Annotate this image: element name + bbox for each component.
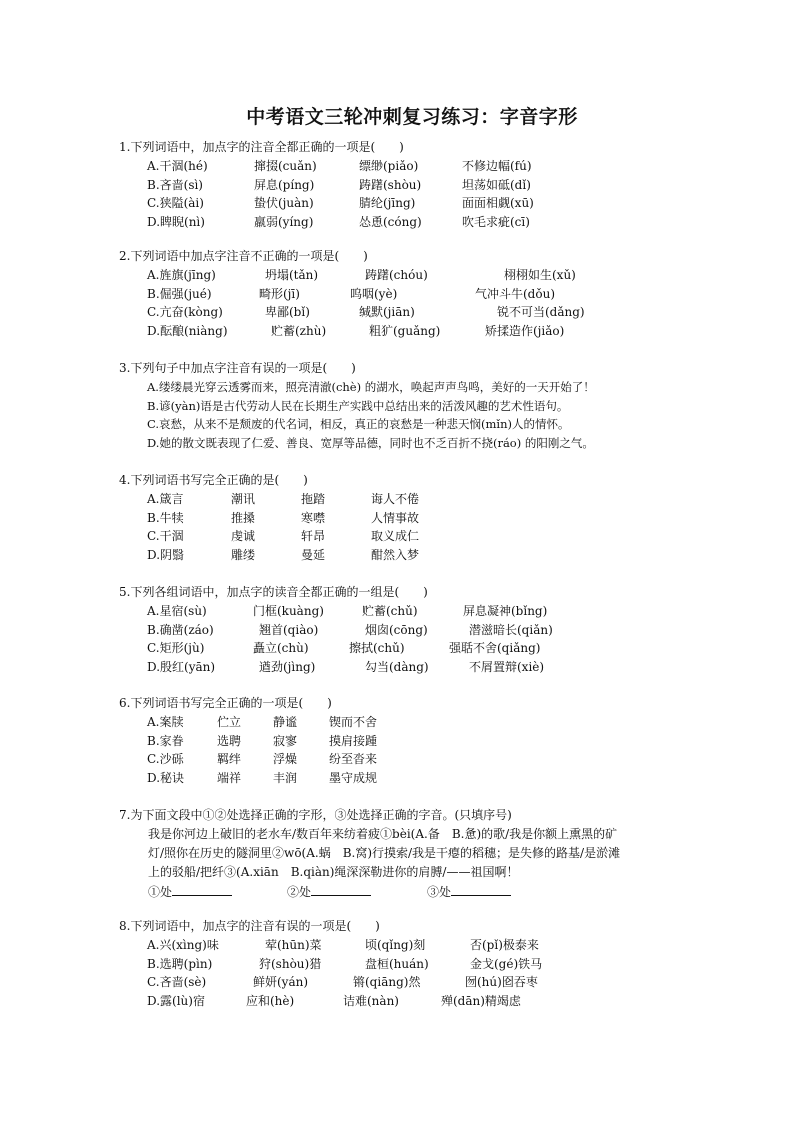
option-row bbox=[119, 546, 719, 565]
option-cell: 寒噤 bbox=[301, 510, 326, 525]
option-cell: 锐不可当(dǎng) bbox=[497, 305, 585, 319]
option-cell: 锲而不舍 bbox=[329, 715, 378, 729]
option-cell: 潮讯 bbox=[231, 492, 256, 506]
option-cell: 不屑置辩(xiè) bbox=[469, 659, 545, 674]
option-sentence: D.她的散文既表现了仁爱、善良、宽厚等品德，同时也不乏百折不挠(ráo) 的阳刚之气。 bbox=[147, 435, 594, 450]
option-cell: 丰润 bbox=[273, 770, 298, 785]
option-cell: 静谧 bbox=[273, 715, 298, 729]
option-row bbox=[119, 639, 719, 658]
blank-underline bbox=[172, 882, 232, 896]
option-cell: A.案牍 bbox=[147, 715, 184, 729]
option-cell: 强聒不舍(qiǎng) bbox=[449, 641, 541, 655]
option-cell: A.旌旗(jīng) bbox=[147, 268, 216, 282]
option-cell: 鲜妍(yán) bbox=[253, 975, 309, 989]
option-cell: 贮蓄(chǔ) bbox=[362, 604, 418, 618]
question-5 bbox=[119, 583, 719, 676]
option-cell: 轩昂 bbox=[301, 529, 326, 543]
question-stem: 3.下列句子中加点字注音有误的一项是( ) bbox=[119, 361, 356, 375]
option-row bbox=[119, 194, 719, 213]
option-cell: 墨守成规 bbox=[329, 770, 378, 785]
option-cell: 粗犷(guǎng) bbox=[369, 323, 441, 338]
option-cell: 烟囱(cōng) bbox=[365, 622, 428, 637]
option-cell: C.矩形(jù) bbox=[147, 641, 205, 655]
blank-label: ②处 bbox=[287, 885, 312, 899]
option-cell: C.吝啬(sè) bbox=[147, 975, 207, 989]
blank-label: ①处 bbox=[148, 885, 173, 899]
option-cell: 呜咽(yè) bbox=[350, 286, 398, 301]
option-cell: 撺掇(cuǎn) bbox=[254, 159, 317, 173]
option-cell: D.酝酿(niàng) bbox=[147, 323, 228, 338]
option-cell: 屏息(píng) bbox=[254, 177, 315, 192]
option-cell: C.干涸 bbox=[147, 529, 184, 543]
option-cell: 酣然入梦 bbox=[371, 547, 420, 562]
question-6 bbox=[119, 694, 719, 787]
option-row bbox=[119, 955, 719, 974]
option-cell: B.牛犊 bbox=[147, 510, 184, 525]
option-cell: 雕缕 bbox=[231, 547, 256, 562]
option-cell: 羸弱(yíng) bbox=[254, 214, 314, 229]
option-cell: 矗立(chù) bbox=[253, 641, 309, 655]
blank-underline bbox=[451, 882, 511, 896]
option-row bbox=[119, 490, 719, 509]
option-cell: 矫揉造作(jiǎo) bbox=[485, 323, 565, 338]
option-cell: 虔诚 bbox=[231, 529, 256, 543]
option-cell: 栩栩如生(xǔ) bbox=[504, 268, 576, 282]
option-row bbox=[119, 285, 719, 304]
option-cell: 不修边幅(fú) bbox=[462, 159, 532, 173]
option-cell: 畸形(jī) bbox=[259, 286, 300, 301]
option-row bbox=[119, 769, 719, 788]
option-cell: 气冲斗牛(dǒu) bbox=[475, 286, 555, 301]
option-cell: C.沙砾 bbox=[147, 752, 184, 766]
passage-line: 我是你河边上破旧的老水车/数百年来纺着疲①bèi(A.备 B.惫)的歌/我是你额上熏黑的矿 bbox=[148, 827, 618, 841]
option-cell: 门框(kuàng) bbox=[253, 604, 324, 618]
option-cell: 诲人不倦 bbox=[371, 492, 420, 506]
option-cell: 纷至沓来 bbox=[329, 752, 378, 766]
option-sentence: B.谚(yàn)语是古代劳动人民在长期生产实践中总结出来的活泼风趣的艺术性语句。 bbox=[147, 398, 569, 413]
blank-label: ③处 bbox=[427, 885, 452, 899]
question-stem: 1.下列词语中，加点字的注音全都正确的一项是( ) bbox=[119, 140, 404, 154]
option-cell: B.家眷 bbox=[147, 733, 184, 748]
question-7 bbox=[119, 806, 719, 901]
option-cell: 贮蓄(zhù) bbox=[271, 323, 327, 338]
option-cell: 翘首(qiào) bbox=[259, 622, 319, 637]
option-cell: D.秘诀 bbox=[147, 770, 185, 785]
option-row bbox=[119, 973, 719, 992]
option-cell: 缄默(jiān) bbox=[359, 305, 415, 319]
option-row bbox=[119, 213, 719, 232]
option-cell: 踌躇(chóu) bbox=[365, 268, 428, 282]
option-row bbox=[119, 732, 719, 751]
question-stem: 8.下列词语中，加点字的注音有误的一项是( ) bbox=[119, 919, 380, 933]
option-cell: A.星宿(sù) bbox=[147, 604, 207, 618]
option-row bbox=[119, 303, 719, 322]
blank-underline bbox=[311, 882, 371, 896]
option-cell: D.露(lù)宿 bbox=[147, 993, 205, 1008]
page-title: 中考语文三轮冲刺复习练习：字音字形 bbox=[246, 106, 578, 128]
option-cell: D.睥睨(nì) bbox=[147, 214, 205, 229]
option-cell: D.阴翳 bbox=[147, 547, 185, 562]
passage-line: 灯/照你在历史的隧洞里②wō(A.蜗 B.窝)行摸索/我是干瘪的稻穗；是失修的路基/是淤滩 bbox=[148, 846, 621, 860]
option-row bbox=[119, 602, 719, 621]
option-cell: B.确凿(záo) bbox=[147, 622, 214, 637]
option-row bbox=[119, 658, 719, 677]
option-cell: 诘难(nàn) bbox=[343, 993, 399, 1008]
option-cell: 怂恿(cóng) bbox=[359, 214, 422, 229]
question-stem: 4.下列词语书写完全正确的是( ) bbox=[119, 473, 308, 487]
option-cell: 遒劲(jìng) bbox=[259, 659, 316, 674]
answer-blank-3[interactable] bbox=[427, 882, 511, 902]
option-cell: 人情事故 bbox=[371, 510, 420, 525]
option-cell: 否(pǐ)极泰来 bbox=[470, 938, 539, 952]
question-3 bbox=[119, 359, 719, 452]
option-cell: 殚(dān)精竭虑 bbox=[441, 993, 521, 1008]
question-1 bbox=[119, 138, 719, 231]
question-8 bbox=[119, 917, 719, 1010]
option-cell: 金戈(gé)铁马 bbox=[470, 956, 543, 971]
option-cell: 浮燥 bbox=[273, 752, 298, 766]
option-row bbox=[119, 936, 719, 955]
option-cell: D.殷红(yān) bbox=[147, 659, 216, 674]
option-cell: 狩(shòu)猎 bbox=[259, 956, 322, 971]
option-cell: 伫立 bbox=[217, 715, 242, 729]
option-cell: 卑鄙(bǐ) bbox=[265, 305, 310, 319]
option-cell: 顷(qǐng)刻 bbox=[365, 938, 426, 952]
option-cell: 锵(qiāng)然 bbox=[353, 975, 421, 989]
option-cell: A.干涸(hé) bbox=[147, 159, 208, 173]
option-row bbox=[119, 266, 719, 285]
option-cell: 勾当(dàng) bbox=[365, 659, 429, 674]
option-cell: 屏息凝神(bǐng) bbox=[463, 604, 548, 618]
option-cell: C.亢奋(kòng) bbox=[147, 305, 223, 319]
question-stem: 6.下列词语书写完全正确的一项是( ) bbox=[119, 696, 332, 710]
option-cell: 坦荡如砥(dǐ) bbox=[462, 177, 531, 192]
option-row bbox=[119, 713, 719, 732]
option-cell: B.吝啬(sì) bbox=[147, 177, 203, 192]
answer-blank-2[interactable] bbox=[287, 882, 371, 902]
option-cell: A.兴(xìng)味 bbox=[147, 938, 219, 952]
question-stem: 5.下列各组词语中，加点字的读音全都正确的一组是( ) bbox=[119, 585, 428, 599]
option-cell: 取义成仁 bbox=[371, 529, 420, 543]
option-cell: 曼延 bbox=[301, 547, 326, 562]
option-cell: 推搡 bbox=[231, 510, 256, 525]
option-cell: 潜滋暗长(qiǎn) bbox=[469, 622, 553, 637]
option-row bbox=[119, 527, 719, 546]
option-row bbox=[119, 157, 719, 176]
option-cell: 摸肩接踵 bbox=[329, 733, 378, 748]
option-cell: 擦拭(chǔ) bbox=[349, 641, 405, 655]
option-cell: 吹毛求疵(cī) bbox=[462, 214, 530, 229]
option-cell: 应和(hè) bbox=[246, 993, 295, 1008]
option-cell: 缥缈(piǎo) bbox=[359, 159, 419, 173]
answer-blank-1[interactable] bbox=[148, 882, 232, 902]
option-row bbox=[119, 176, 719, 195]
option-sentence: A.缕缕晨光穿云透雾而来，照亮清澈(chè) 的湖水，唤起声声鸟鸣，美好的一天开始了！ bbox=[147, 380, 595, 394]
option-row bbox=[119, 322, 719, 341]
option-cell: 荤(hūn)菜 bbox=[265, 938, 322, 952]
option-cell: 拖踏 bbox=[301, 492, 326, 506]
option-cell: 蛰伏(juàn) bbox=[254, 196, 314, 210]
option-cell: 囫(hú)囵吞枣 bbox=[465, 975, 538, 989]
option-cell: 羁绊 bbox=[217, 752, 242, 766]
option-sentence: C.哀愁，从来不是颓废的代名词，相反，真正的哀愁是一种悲天悯(mǐn)人的情怀。 bbox=[147, 417, 570, 431]
option-cell: B.倔强(jué) bbox=[147, 286, 212, 301]
option-cell: 寂寥 bbox=[273, 733, 298, 748]
option-cell: C.狭隘(ài) bbox=[147, 196, 204, 210]
option-cell: 坍塌(tǎn) bbox=[265, 268, 319, 282]
option-row bbox=[119, 509, 719, 528]
question-stem: 7.为下面文段中①②处选择正确的字形，③处选择正确的字音。(只填序号) bbox=[119, 808, 512, 822]
option-row bbox=[119, 621, 719, 640]
answer-blanks bbox=[119, 882, 719, 901]
option-cell: 腈纶(jīng) bbox=[359, 196, 416, 210]
option-cell: A.箴言 bbox=[147, 492, 184, 506]
option-cell: 端祥 bbox=[217, 770, 242, 785]
option-row bbox=[119, 992, 719, 1011]
option-cell: 面面相觑(xū) bbox=[462, 196, 534, 210]
question-2 bbox=[119, 247, 719, 340]
option-cell: 踌躇(shòu) bbox=[359, 177, 422, 192]
question-stem: 2.下列词语中加点字注音不正确的一项是( ) bbox=[119, 249, 368, 263]
option-cell: B.选聘(pìn) bbox=[147, 956, 213, 971]
option-row bbox=[119, 750, 719, 769]
passage-line: 上的驳船/把纤③(A.xiān B.qiàn)绳深深勒进你的肩膊/——祖国啊！ bbox=[148, 865, 519, 879]
option-cell: 选聘 bbox=[217, 733, 242, 748]
option-cell: 盘桓(huán) bbox=[365, 956, 429, 971]
question-4 bbox=[119, 471, 719, 564]
